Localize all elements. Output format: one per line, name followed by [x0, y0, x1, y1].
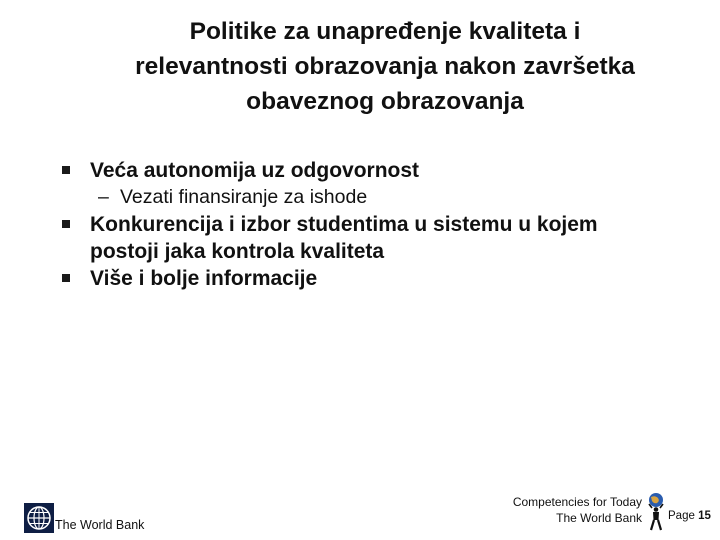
bullet-item-2-line-1: Konkurencija i izbor studentima u sistemu u kojem	[90, 213, 598, 236]
square-bullet-icon	[62, 166, 70, 174]
footer-competencies-label: Competencies for Today	[512, 495, 642, 509]
sub-bullet-item-1	[58, 184, 698, 211]
bullet-item-2-line-2: postoji jaka kontrola kvaliteta	[90, 240, 385, 263]
bullet-item-2	[58, 211, 698, 265]
page-prefix: Page	[668, 510, 695, 522]
title-line-2: relevantnosti obrazovanja nakon završetka	[135, 53, 635, 80]
sub-bullet-item-1-text: Vezati finansiranje za ishode	[120, 186, 368, 208]
bullet-list	[58, 157, 698, 292]
world-bank-globe-logo-icon	[24, 503, 54, 533]
square-bullet-icon	[62, 274, 70, 282]
footer-world-bank-label: The World Bank	[55, 518, 145, 532]
bullet-item-1-text: Veća autonomija uz odgovornost	[90, 159, 420, 182]
footer-world-bank-right-label: The World Bank	[556, 511, 642, 525]
title-line-3: obaveznog obrazovanja	[246, 88, 524, 115]
bullet-item-3-text: Više i bolje informacije	[90, 267, 318, 290]
dash-bullet-icon: –	[98, 186, 109, 208]
bullet-item-3	[58, 265, 698, 292]
page-number-label	[668, 510, 711, 522]
title-line-1: Politike za unapređenje kvaliteta i	[189, 18, 581, 45]
footer-right-text	[470, 494, 642, 526]
footer-left	[24, 503, 184, 535]
atlas-figure-globe-icon	[646, 492, 666, 532]
slide-title	[60, 14, 710, 119]
square-bullet-icon	[62, 220, 70, 228]
bullet-item-1	[58, 157, 698, 184]
page-number: 15	[698, 510, 711, 522]
